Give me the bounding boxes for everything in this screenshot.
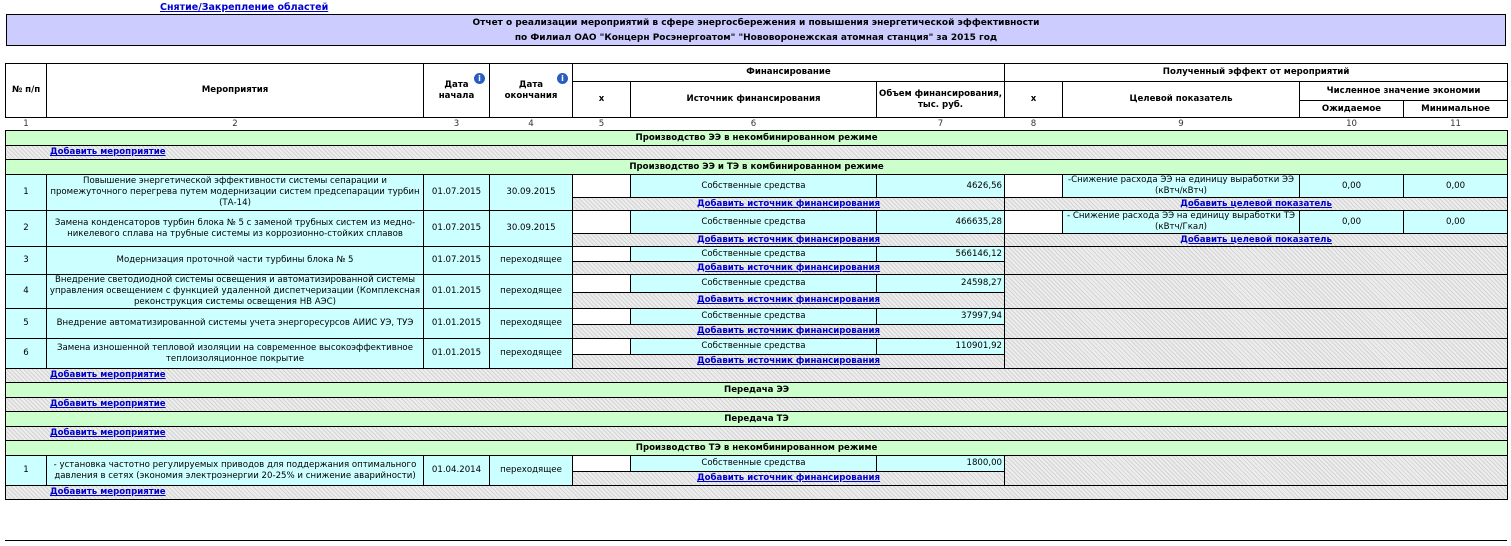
- header-x: x: [1005, 82, 1063, 118]
- header-expected: Ожидаемое: [1300, 101, 1404, 118]
- header-events: Мероприятия: [47, 64, 424, 118]
- add-event-row: [6, 146, 1508, 160]
- section-header: [6, 412, 1508, 427]
- add-event-link[interactable]: Добавить мероприятие: [50, 487, 166, 497]
- add-event-row: [6, 427, 1508, 441]
- header-date-end-label: Дата окончания: [504, 79, 558, 101]
- section-title: Производство ТЭ в некомбинированном режиме: [6, 441, 1508, 456]
- event-name[interactable]: Повышение энергетической эффективности системы сепарации и промежуточного перегрева путем модернизации систем предсепарации турбин (ТА-14): [47, 175, 424, 211]
- table-row: [6, 456, 1508, 472]
- info-icon[interactable]: i: [474, 73, 485, 84]
- event-name[interactable]: Внедрение светодиодной системы освещения и автоматизированной системы управления освещением с функцией удаленной диспетчеризации (Комплексная реконструкция системы освещения НВ АЭС): [47, 275, 424, 309]
- empty-effect-area: [1005, 309, 1508, 339]
- date-end[interactable]: переходящее: [490, 275, 573, 309]
- section-header: [6, 383, 1508, 398]
- date-start[interactable]: 01.07.2015: [424, 247, 490, 275]
- report-subtitle: по Филиал ОАО "Концерн Росэнергоатом" "Нововоронежская атомная станция" за 2015 год: [514, 33, 998, 43]
- add-source-link[interactable]: Добавить источник финансирования: [697, 262, 881, 273]
- date-start[interactable]: 01.07.2015: [424, 175, 490, 211]
- add-event-row: [6, 369, 1508, 383]
- freeze-areas-link[interactable]: Снятие/Закрепление областей: [160, 2, 329, 13]
- header-effect: Полученный эффект от мероприятий: [1005, 64, 1508, 82]
- column-number: 2: [232, 118, 238, 129]
- row-number: 5: [6, 309, 47, 339]
- column-number: 1: [23, 118, 29, 129]
- add-event-link[interactable]: Добавить мероприятие: [50, 147, 166, 157]
- financing-source[interactable]: Собственные средства: [631, 339, 877, 355]
- financing-volume[interactable]: 466635,28: [877, 211, 1005, 234]
- date-end[interactable]: переходящее: [490, 247, 573, 275]
- report-title: Отчет о реализации мероприятий в сфере энергосбережения и повышения энергетической эффективности: [472, 18, 1040, 28]
- empty-effect-area: [1005, 339, 1508, 369]
- section-header: [6, 131, 1508, 146]
- x-cell[interactable]: [1005, 175, 1063, 198]
- column-number: 11: [1450, 118, 1462, 129]
- report-table: [5, 63, 1508, 500]
- add-event-link[interactable]: Добавить мероприятие: [50, 399, 166, 409]
- add-event-link[interactable]: Добавить мероприятие: [50, 428, 166, 438]
- section-header: [6, 160, 1508, 175]
- column-number: 8: [1030, 118, 1037, 129]
- x-cell[interactable]: [573, 275, 631, 293]
- header-savings: Численное значение экономии: [1300, 82, 1508, 101]
- column-number: 9: [1178, 118, 1184, 129]
- header-source: Источник финансирования: [631, 82, 877, 118]
- savings-minimal[interactable]: 0,00: [1404, 211, 1508, 234]
- column-number: 3: [453, 118, 460, 129]
- header-row-1: [6, 64, 1508, 82]
- add-source-link[interactable]: Добавить источник финансирования: [697, 473, 881, 483]
- section-title: Производство ЭЭ и ТЭ в комбинированном режиме: [6, 160, 1508, 175]
- event-name[interactable]: - установка частотно регулируемых приводов для поддержания оптимального давления в сетях (экономия электроэнергии 20-25% и снижение аварийности): [47, 456, 424, 486]
- column-number: 5: [598, 118, 605, 129]
- date-start[interactable]: 01.01.2015: [424, 339, 490, 369]
- header-date-start: [424, 64, 490, 118]
- add-source-link[interactable]: Добавить источник финансирования: [697, 356, 881, 366]
- financing-source[interactable]: Собственные средства: [631, 275, 877, 293]
- event-name[interactable]: Внедрение автоматизированной системы учета энергоресурсов АИИС УЭ, ТУЭ: [47, 309, 424, 339]
- row-number: 4: [6, 275, 47, 309]
- column-number: 6: [750, 118, 757, 129]
- add-event-row: [6, 486, 1508, 500]
- date-start[interactable]: 01.04.2014: [424, 456, 490, 486]
- target-indicator[interactable]: - Снижение расхода ЭЭ на единицу выработки ТЭ (кВтч/Гкал): [1063, 211, 1300, 234]
- empty-effect-area: [1005, 275, 1508, 309]
- financing-source[interactable]: Собственные средства: [631, 211, 877, 234]
- financing-volume[interactable]: 37997,94: [877, 309, 1005, 325]
- date-start[interactable]: 01.01.2015: [424, 275, 490, 309]
- date-end[interactable]: 30.09.2015: [490, 175, 573, 211]
- date-start[interactable]: 01.07.2015: [424, 211, 490, 247]
- financing-volume[interactable]: 566146,12: [877, 247, 1005, 262]
- financing-source[interactable]: Собственные средства: [631, 175, 877, 198]
- financing-volume[interactable]: 110901,92: [877, 339, 1005, 355]
- add-event-link[interactable]: Добавить мероприятие: [50, 370, 166, 380]
- add-source-link[interactable]: Добавить источник финансирования: [697, 198, 881, 209]
- event-name[interactable]: Замена изношенной тепловой изоляции на современное высокоэффективное теплоизоляционное покрытие: [47, 339, 424, 369]
- savings-minimal[interactable]: 0,00: [1404, 175, 1508, 198]
- add-source-link[interactable]: Добавить источник финансирования: [697, 326, 881, 336]
- header-minimal: Минимальное: [1404, 101, 1508, 118]
- financing-volume[interactable]: 1800,00: [877, 456, 1005, 472]
- add-event-row: [6, 398, 1508, 412]
- header-date-start-label: Дата начала: [438, 79, 475, 101]
- x-cell[interactable]: [573, 211, 631, 234]
- financing-source[interactable]: Собственные средства: [631, 309, 877, 325]
- financing-volume[interactable]: 4626,56: [877, 175, 1005, 198]
- event-name[interactable]: Модернизация проточной части турбины блока № 5: [47, 247, 424, 275]
- date-end[interactable]: переходящее: [490, 456, 573, 486]
- table-row: [6, 211, 1508, 234]
- financing-volume[interactable]: 24598,27: [877, 275, 1005, 293]
- header-financing: Финансирование: [573, 64, 1005, 82]
- financing-source[interactable]: Собственные средства: [631, 456, 877, 472]
- add-target-link[interactable]: Добавить целевой показатель: [1180, 234, 1332, 245]
- header-x: x: [573, 82, 631, 118]
- empty-effect-area: [1005, 247, 1508, 275]
- column-number: 10: [1346, 118, 1357, 129]
- header-target: Целевой показатель: [1063, 82, 1300, 118]
- date-start[interactable]: 01.01.2015: [424, 309, 490, 339]
- x-cell[interactable]: [573, 175, 631, 198]
- header-date-end: [490, 64, 573, 118]
- row-number: 6: [6, 339, 47, 369]
- table-row: [6, 275, 1508, 293]
- x-cell[interactable]: [573, 456, 631, 472]
- table-row: [6, 175, 1508, 198]
- add-source-link[interactable]: Добавить источник финансирования: [697, 295, 881, 305]
- header-num: № п/п: [6, 64, 47, 118]
- date-end[interactable]: 30.09.2015: [490, 211, 573, 247]
- table-row: [6, 247, 1508, 262]
- x-cell[interactable]: [1005, 211, 1063, 234]
- row-number: 1: [6, 456, 47, 486]
- date-end[interactable]: переходящее: [490, 339, 573, 369]
- section-title: Производство ЭЭ в некомбинированном режиме: [6, 131, 1508, 146]
- empty-effect-area: [1005, 456, 1508, 486]
- row-number: 2: [6, 211, 47, 247]
- financing-source[interactable]: Собственные средства: [631, 247, 877, 262]
- section-title: Передача ТЭ: [6, 412, 1508, 427]
- add-source-link[interactable]: Добавить источник финансирования: [697, 234, 881, 245]
- x-cell[interactable]: [573, 339, 631, 355]
- bottom-border: [5, 540, 1507, 541]
- table-row: [6, 339, 1508, 355]
- date-end[interactable]: переходящее: [490, 309, 573, 339]
- info-icon[interactable]: i: [557, 73, 568, 84]
- savings-expected[interactable]: 0,00: [1300, 211, 1404, 234]
- column-number: 7: [937, 118, 944, 129]
- table-row: [6, 309, 1508, 325]
- savings-expected[interactable]: 0,00: [1300, 175, 1404, 198]
- column-number-row: [6, 118, 1508, 131]
- add-target-link[interactable]: Добавить целевой показатель: [1180, 198, 1332, 209]
- row-number: 1: [6, 175, 47, 211]
- column-number: 4: [528, 118, 534, 129]
- target-indicator[interactable]: -Снижение расхода ЭЭ на единицу выработки ЭЭ (кВтч/кВтч): [1063, 175, 1300, 198]
- x-cell[interactable]: [573, 309, 631, 325]
- x-cell[interactable]: [573, 247, 631, 262]
- event-name[interactable]: Замена конденсаторов турбин блока № 5 с заменой трубных систем из медно-никелевого сплава на трубные системы из коррозионно-стойких сплавов: [47, 211, 424, 247]
- section-header: [6, 441, 1508, 456]
- row-number: 3: [6, 247, 47, 275]
- section-title: Передача ЭЭ: [6, 383, 1508, 398]
- report-title-banner: [6, 14, 1506, 46]
- header-volume: Объем финансирования, тыс. руб.: [877, 82, 1005, 118]
